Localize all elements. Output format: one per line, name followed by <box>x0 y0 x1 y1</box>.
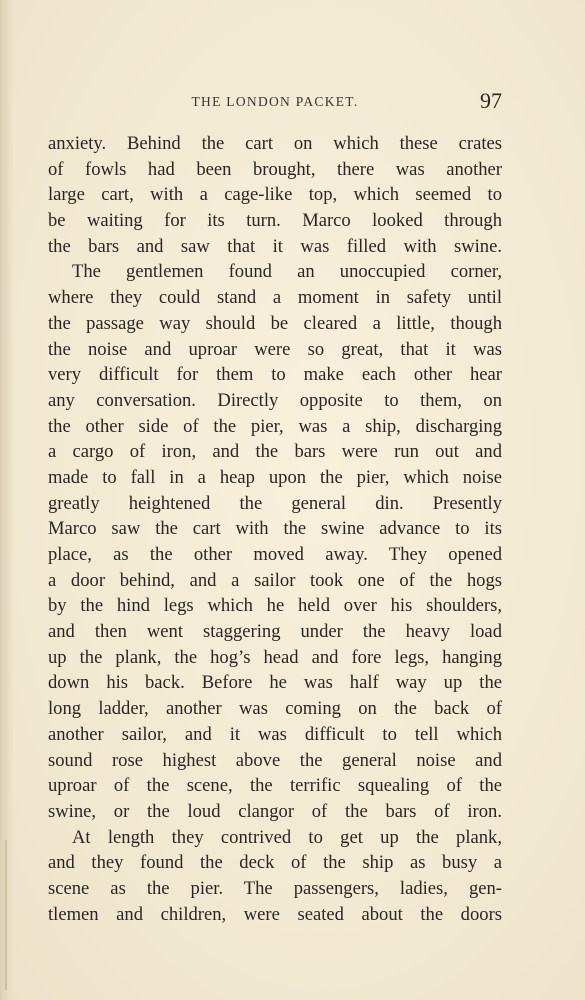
text-line: another sailor, and it was difficult to tell which <box>48 723 502 745</box>
text-line: the other side of the pier, was a ship, discharging <box>48 415 502 437</box>
text-line: swine, or the loud clangor of the bars of iron. <box>48 800 502 822</box>
body-text <box>48 131 502 927</box>
text-line: made to fall in a heap upon the pier, which noise <box>48 466 502 488</box>
text-line: where they could stand a moment in safety until <box>48 287 502 309</box>
text-line: be waiting for its turn. Marco looked through <box>48 210 502 232</box>
text-line: and then went staggering under the heavy load <box>48 621 502 643</box>
page-header <box>48 88 502 116</box>
text-line: a door behind, and a sailor took one of the hogs <box>48 569 502 591</box>
text-line: place, as the other moved away. They opened <box>48 544 502 565</box>
text-line: Marco saw the cart with the swine advance to its <box>48 518 502 540</box>
text-line: The gentlemen found an unoccupied corner, <box>72 261 502 283</box>
binding-edge <box>5 840 7 990</box>
text-line: the noise and uproar were so great, that it was <box>48 338 502 360</box>
text-line: the passage way should be cleared a little, though <box>48 312 502 334</box>
text-line: down his back. Before he was half way up the <box>48 672 502 694</box>
text-line: uproar of the scene, the terrific squealing of the <box>48 775 502 797</box>
text-line: tlemen and children, were seated about the doors <box>48 903 502 925</box>
text-line: sound rose highest above the general noise and <box>48 749 502 771</box>
text-line: large cart, with a cage-like top, which seemed to <box>48 184 502 206</box>
text-line: greatly heightened the general din. Presently <box>48 492 502 514</box>
text-line: anxiety. Behind the cart on which these crates <box>48 133 502 154</box>
text-line: the bars and saw that it was filled with swine. <box>48 235 502 257</box>
running-head: THE LONDON PACKET. <box>191 94 359 109</box>
text-line: a cargo of iron, and the bars were run out and <box>48 441 502 463</box>
text-line: up the plank, the hog’s head and fore legs, hanging <box>48 646 502 668</box>
text-line: by the hind legs which he held over his shoulders, <box>48 595 502 617</box>
text-line: scene as the pier. The passengers, ladies, gen- <box>48 877 502 899</box>
text-line: and they found the deck of the ship as busy a <box>48 852 502 874</box>
text-line: any conversation. Directly opposite to them, on <box>48 389 502 411</box>
page-gutter <box>0 0 14 1000</box>
text-line: At length they contrived to get up the plank, <box>72 826 502 848</box>
text-line: long ladder, another was coming on the back of <box>48 698 502 720</box>
page-number: 97 <box>480 88 502 113</box>
text-line: very difficult for them to make each other hear <box>48 364 502 386</box>
text-line: of fowls had been brought, there was another <box>48 158 502 180</box>
